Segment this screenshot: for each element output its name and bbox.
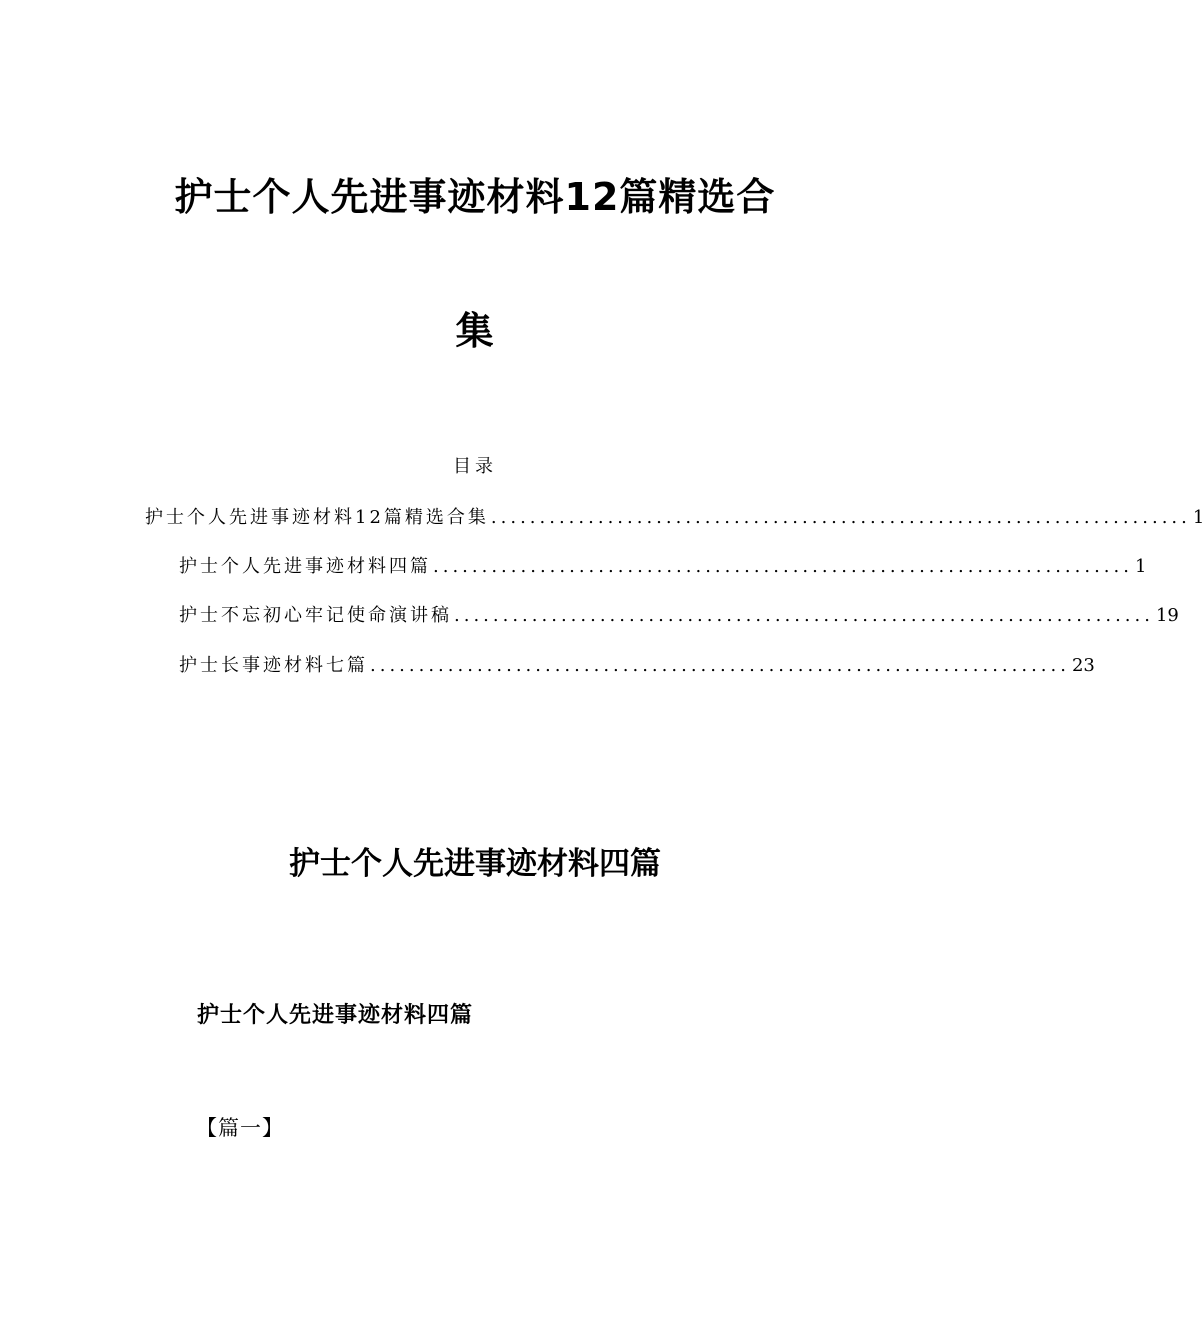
document-title-continued: 集 [455, 309, 495, 353]
document-title: 护士个人先进事迹材料12篇精选合 [174, 175, 776, 219]
toc-leader-dots: ........................................................................ [490, 507, 1191, 528]
toc-leader-dots: ........................................................................ [370, 655, 1070, 676]
toc-entry-head-nurse[interactable] [179, 651, 1095, 677]
part-label: 【篇一】 [196, 1116, 284, 1140]
section-title: 护士个人先进事迹材料四篇 [289, 846, 661, 882]
toc-leader-dots: ........................................................................ [433, 556, 1133, 577]
section-subtitle: 护士个人先进事迹材料四篇 [197, 1002, 474, 1028]
toc-entry-page: 1 [1134, 556, 1147, 577]
toc-entry-page: 1 [1192, 507, 1204, 528]
toc-entry-collection[interactable] [145, 503, 1204, 529]
toc-entry-label: 护士不忘初心牢记使命演讲稿 [179, 605, 452, 626]
toc-entry-label: 护士长事迹材料七篇 [179, 655, 368, 676]
toc-leader-dots: ........................................................................ [454, 605, 1154, 626]
toc-entry-speech[interactable] [179, 601, 1179, 627]
toc-entry-label: 护士个人先进事迹材料12篇精选合集 [145, 507, 489, 528]
toc-heading: 目录 [453, 456, 497, 477]
toc-entry-four-articles[interactable] [179, 552, 1147, 578]
toc-entry-label: 护士个人先进事迹材料四篇 [179, 556, 431, 577]
toc-entry-page: 23 [1071, 655, 1095, 676]
toc-entry-page: 19 [1155, 605, 1179, 626]
